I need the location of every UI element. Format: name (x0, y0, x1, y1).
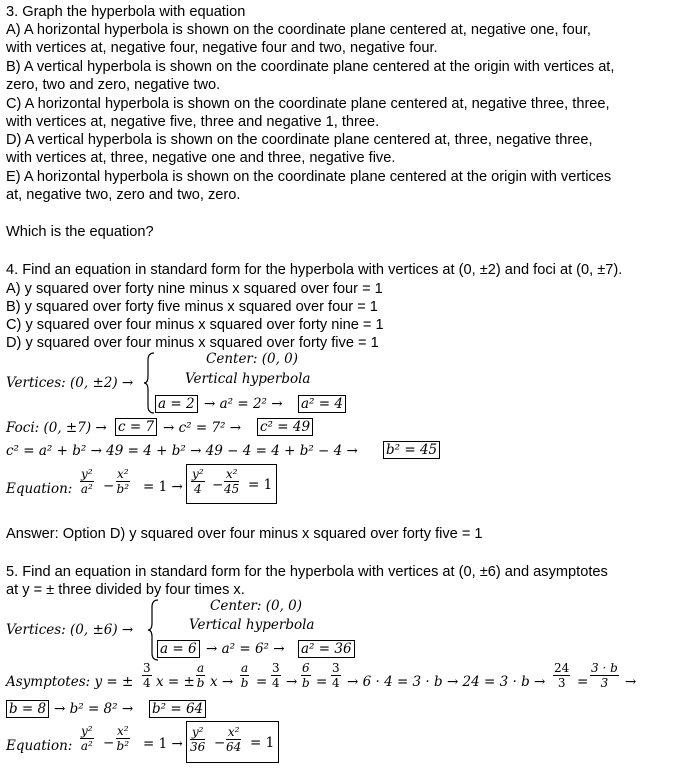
q3-prompt: Which is the equation? (6, 224, 154, 240)
fraction-numerator: y² (81, 724, 93, 738)
fraction-numerator: 3 · b (591, 661, 618, 675)
q4-answer-fraction (224, 467, 239, 496)
q3-option-line: with vertices at, negative four, negative four and two, negative four. (6, 40, 438, 56)
q5-x-arrow: x → (210, 674, 234, 690)
q3-option-line: with vertices at, three, negative one and three, negative five. (6, 150, 396, 166)
fraction-numerator: x² (227, 725, 240, 739)
q4-option-b: B) y squared over forty five minus x squared over four = 1 (6, 299, 378, 315)
q4-vertices-label: Vertices: (0, ±2) → (6, 375, 134, 391)
fraction-numerator: a (241, 661, 249, 675)
q3-option-line: E) A horizontal hyperbola is shown on the coordinate plane centered at the origin with vertices (6, 169, 612, 185)
q4-answer-fraction (191, 467, 205, 496)
fraction-denominator: 4 (332, 676, 340, 690)
q5-general-fraction (80, 724, 94, 753)
fraction-denominator: a² (80, 739, 93, 753)
left-brace-icon (143, 352, 155, 414)
q5-x-pm: x = ± (156, 674, 195, 690)
minus-sign: − (212, 477, 224, 493)
q4-answer: Answer: Option D) y squared over four minus x squared over forty five = 1 (6, 526, 483, 542)
q4-b2-box: b² = 45 (383, 441, 440, 459)
q4-equals-one: = 1 (248, 477, 273, 493)
fraction-numerator: y² (191, 725, 204, 739)
q5-fraction (301, 661, 311, 690)
q4-option-d: D) y squared over four minus x squared over forty five = 1 (6, 335, 379, 351)
q5-title-cont: at y = ± three divided by four times x. (6, 582, 245, 598)
q5-fraction (590, 661, 619, 690)
fraction-numerator: 3 (272, 661, 280, 675)
q4-vertical-hyperbola: Vertical hyperbola (185, 371, 311, 387)
q4-general-fraction (116, 467, 130, 496)
fraction-numerator: 3 (143, 661, 151, 675)
fraction-numerator: y² (81, 467, 93, 481)
fraction-denominator: b² (116, 482, 130, 496)
q4-option-c: C) y squared over four minus x squared over forty nine = 1 (6, 317, 384, 333)
q3-option-line: B) A vertical hyperbola is shown on the coordinate plane centered at the origin with vertices at, (6, 59, 615, 75)
fraction-denominator: 36 (190, 740, 206, 754)
equals-sign: = (577, 674, 589, 690)
fraction-numerator: 3 (332, 661, 340, 675)
fraction-denominator: 3 (557, 676, 566, 690)
fraction-denominator: 45 (224, 482, 240, 496)
q4-equation-label: Equation: (6, 481, 73, 497)
q3-title: 3. Graph the hyperbola with equation (6, 4, 246, 20)
fraction-numerator: x² (225, 467, 238, 481)
q5-a-chain: → a² = 6² → (206, 641, 285, 657)
fraction-denominator: a² (80, 482, 93, 496)
minus-sign: − (103, 735, 115, 751)
fraction-denominator: b (196, 676, 205, 690)
minus-sign: − (214, 735, 226, 751)
q4-option-a: A) y squared over forty nine minus x squared over four = 1 (6, 281, 383, 297)
fraction-numerator: x² (117, 467, 129, 481)
q4-c-box: c = 7 (115, 418, 157, 436)
q5-asymptotes-label: Asymptotes: y = ± (6, 674, 134, 690)
q5-equals-arrow: = 1 → (143, 736, 183, 752)
q3-option-line: A) A horizontal hyperbola is shown on the coordinate plane centered at, negative one, four, (6, 22, 591, 38)
q4-general-fraction (80, 467, 94, 496)
fraction-denominator: 4 (143, 676, 151, 690)
fraction-denominator: 64 (226, 740, 242, 754)
equals-sign: = (316, 674, 328, 690)
q5-fraction (331, 661, 341, 690)
q5-fraction (271, 661, 281, 690)
q5-a2-box: a² = 36 (298, 640, 355, 658)
q3-option-line: C) A horizontal hyperbola is shown on the coordinate plane centered at, negative three, three, (6, 96, 610, 112)
q4-c-chain: → c² = 7² → (163, 420, 242, 436)
q5-vertical-hyperbola: Vertical hyperbola (189, 617, 315, 633)
q5-fraction (196, 661, 205, 690)
q4-equals-arrow: = 1 → (143, 479, 183, 495)
q5-b-chain: → b² = 8² → (54, 701, 134, 717)
q5-answer-equation-box (186, 721, 279, 763)
q4-foci-label: Foci: (0, ±7) → (6, 420, 107, 436)
minus-sign: − (103, 478, 115, 494)
q5-b-box: b = 8 (6, 700, 49, 718)
q4-a-chain: → a² = 2² → (204, 396, 283, 412)
equals-sign: = (256, 674, 268, 690)
q3-option-line: at, negative two, zero and two, zero. (6, 187, 241, 203)
q5-chain: → 6 · 4 = 3 · b → 24 = 3 · b → (347, 674, 546, 690)
fraction-denominator: b² (116, 739, 130, 753)
q4-c-equation: c² = a² + b² → 49 = 4 + b² → 49 − 4 = 4 + b² − 4 → (6, 443, 358, 459)
fraction-numerator: 24 (554, 661, 570, 675)
fraction-numerator: y² (192, 467, 204, 481)
q5-title: 5. Find an equation in standard form for the hyperbola with vertices at (0, ±6) and asymptotes (6, 564, 608, 580)
arrow-sign: → (625, 674, 637, 690)
q5-fraction (553, 661, 570, 690)
q5-answer-fraction (226, 725, 241, 754)
fraction-numerator: a (197, 661, 205, 675)
fraction-denominator: 4 (272, 676, 280, 690)
q5-a-box: a = 6 (157, 640, 200, 658)
q5-fraction (240, 661, 249, 690)
q4-c2-box: c² = 49 (257, 418, 313, 436)
q5-equals-one: = 1 (250, 735, 275, 751)
fraction-denominator: 3 (600, 676, 609, 690)
fraction-numerator: x² (117, 724, 129, 738)
q5-fraction (142, 661, 152, 690)
arrow-sign: → (286, 674, 298, 690)
q4-a2-box: a² = 4 (298, 395, 346, 413)
q4-center: Center: (0, 0) (206, 351, 299, 367)
q5-b2-box: b² = 64 (149, 700, 206, 718)
q5-answer-fraction (190, 725, 205, 754)
q4-a-box: a = 2 (155, 395, 198, 413)
q3-option-line: with vertices at, negative five, three and negative 1, three. (6, 114, 380, 130)
q3-option-line: D) A vertical hyperbola is shown on the coordinate plane centered at, three, negative three, (6, 132, 593, 148)
q5-vertices-label: Vertices: (0, ±6) → (6, 622, 134, 638)
q5-center: Center: (0, 0) (210, 598, 303, 614)
fraction-denominator: 4 (193, 482, 202, 496)
fraction-denominator: b (301, 676, 310, 690)
q4-title: 4. Find an equation in standard form for the hyperbola with vertices at (0, ±2) and foci at (0, ±7). (6, 262, 623, 278)
q5-equation-label: Equation: (6, 738, 73, 754)
q3-option-line: zero, two and zero, negative two. (6, 77, 221, 93)
q4-answer-equation-box (186, 464, 277, 504)
fraction-numerator: 6 (302, 661, 310, 675)
q5-general-fraction (116, 724, 130, 753)
fraction-denominator: b (240, 676, 249, 690)
